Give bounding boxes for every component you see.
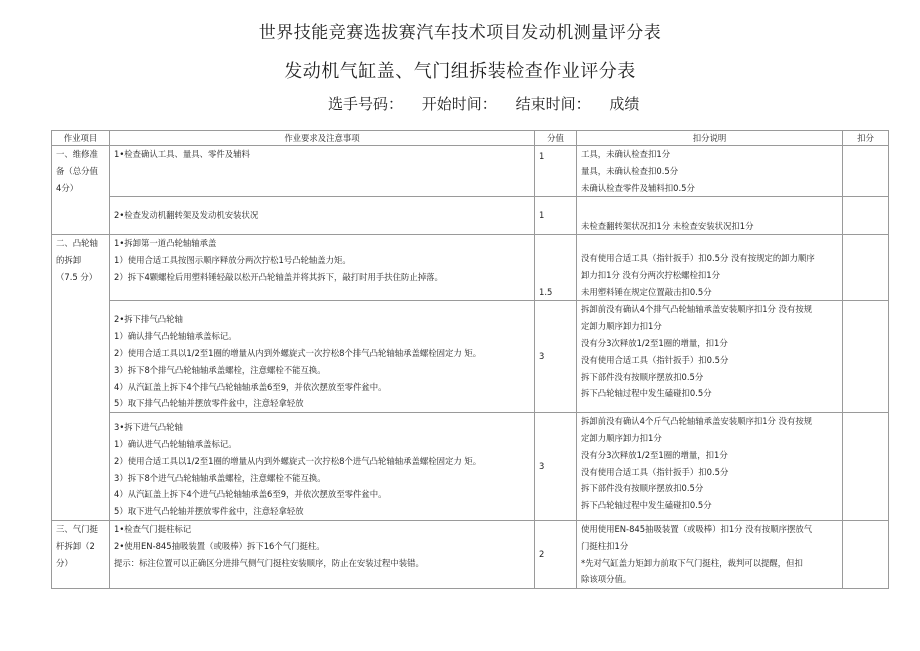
requirement-line: 1）使用合适工具按图示顺序释放分两次拧松1号凸轮轴盖力矩。 — [114, 255, 351, 266]
col-header-item: 作业项目 — [52, 131, 110, 146]
deduction-line: 量具，未确认检查扣0.5分 — [581, 165, 679, 176]
requirement-cell — [110, 235, 535, 301]
requirement-line: 1•拆卸第一道凸轮轴轴承盖 — [114, 238, 217, 249]
col-header-requirements: 作业要求及注意事项 — [110, 131, 535, 146]
deduction-line: 定卸力顺序卸力扣1分 — [581, 432, 662, 443]
deduction-line: 拆卸前没有确认4个排气凸轮轴轴承盖安装顺序扣1分 没有按规 — [581, 304, 813, 315]
category-line: 一、维修准 — [56, 149, 98, 159]
requirement-line: 3•拆下进气凸轮轴 — [114, 422, 183, 433]
table-row — [52, 146, 889, 197]
score-cell: 1.5 — [535, 235, 577, 301]
start-time-label: 开始时间： — [421, 95, 497, 113]
deduction-notes-cell — [577, 197, 843, 235]
deduction-line: 拆下凸轮轴过程中发生磕碰扣0.5分 — [581, 388, 712, 399]
requirement-line: 5）取下进气凸轮轴并摆放零件盆中，注意轻拿轻放 — [114, 506, 304, 517]
deduction-line: 拆卸前没有确认4个斤气凸轮轴轴承盖安装顺序扣1分 没有按规 — [581, 416, 813, 427]
result-label: 成绩 — [609, 95, 640, 113]
requirement-line: 3）拆下8个排气凸轮轴轴承盖螺栓，注意螺栓不能互换。 — [114, 364, 326, 375]
requirement-line: 5）取下排气凸轮轴并摆放零件盆中，注意轻拿轻放 — [114, 398, 304, 409]
category-line: 备（总分值 — [56, 166, 98, 176]
deduction-entry-cell[interactable] — [843, 146, 889, 197]
deduction-line: 未用塑料锤在规定位置敲击扣0.5分 — [581, 286, 712, 297]
deduction-line: 没有使用合适工具（指针扳手）扣0.5分 — [581, 354, 729, 365]
deduction-line: 使用使用EN-845抽吸装置（或吸棒）扣1分 没有按顺序摆放气 — [581, 523, 813, 534]
deduction-line: 没有分3次释放1/2至1圈的增量，扣1分 — [581, 337, 728, 348]
requirement-line: 2）使用合适工具以1/2至1圈的增量从内到外螺旋式一次拧松8个排气凸轮轴轴承盖螺栓固定力 矩。 — [114, 347, 482, 358]
category-cell — [52, 235, 110, 521]
deduction-line: 拆下部件没有按顺序摆放扣0.5分 — [581, 371, 704, 382]
requirement-line: 1）确认进气凸轮轴轴承盖标记。 — [114, 438, 237, 449]
deduction-entry-cell[interactable] — [843, 520, 889, 588]
deduction-notes-cell — [577, 235, 843, 301]
col-header-score: 分值 — [535, 131, 577, 146]
deduction-notes-cell — [577, 520, 843, 588]
category-line: 4分） — [56, 183, 79, 193]
candidate-info-line — [328, 93, 653, 114]
category-line: 分） — [56, 557, 73, 568]
table-row — [52, 520, 889, 588]
requirement-cell — [110, 413, 535, 521]
requirement-line: 1）确认排气凸轮轴轴承盖标记。 — [114, 331, 237, 342]
category-line: （7.5 分） — [56, 272, 98, 283]
table-row — [52, 235, 889, 301]
deduction-line: 没有使用合适工具（指针扳手）扣0.5分 没有按规定的卸力顺序 — [581, 253, 815, 263]
deduction-line: 拆下部件没有按顺序摆放扣0.5分 — [581, 483, 704, 494]
requirement-line: 3）拆下8个进气凸轮轴轴承盖螺栓，注意螺栓不能互换。 — [114, 472, 326, 483]
scoring-table — [51, 130, 889, 589]
requirement-line: 4）从汽缸盖上拆下4个进气凸轮轴轴承盖6至9，并依次摆放至零件盆中。 — [114, 489, 387, 500]
deduction-line: 没有使用合适工具（指针扳手）扣0.5分 — [581, 466, 729, 477]
requirement-cell — [110, 146, 535, 197]
category-line: 杆拆卸（2 — [56, 540, 95, 551]
requirement-cell — [110, 301, 535, 413]
deduction-line: 除该项分值。 — [581, 574, 632, 585]
requirement-line: 2•使用EN-845抽吸装置（或吸棒）拆下16个气门挺柱。 — [114, 540, 325, 551]
category-line: 二、凸轮轴 — [56, 238, 98, 249]
requirement-line: 1•检查气门挺柱标记 — [114, 523, 192, 534]
category-line: 的拆卸 — [56, 255, 82, 266]
deduction-line: *先对气缸盖力矩卸力前取下气门挺柱，裁判可以提醒，但扣 — [581, 557, 803, 568]
sheet-title: 世界技能竞赛选拔赛汽车技术项目发动机测量评分表 — [258, 23, 662, 43]
requirement-cell — [110, 197, 535, 235]
deduction-line: 定卸力顺序卸力扣1分 — [581, 321, 662, 332]
category-line: 三、气门挺 — [56, 523, 98, 534]
category-cell — [52, 146, 110, 235]
requirement-line: 2•检查发动机翻转架及发动机安装状况 — [114, 210, 259, 221]
requirement-cell — [110, 520, 535, 588]
score-cell: 3 — [535, 413, 577, 521]
col-header-deduction: 扣分 — [843, 131, 889, 146]
requirement-line: 2•拆下排气凸轮轴 — [114, 314, 183, 325]
score-cell: 1 — [535, 197, 577, 235]
requirement-line: 2）拆下4颗螺栓后用塑料锤轻敲以松开凸轮轴盖并将其拆下，敲打时用手扶住防止掉落。 — [114, 271, 443, 282]
end-time-label: 结束时间： — [515, 95, 591, 113]
deduction-entry-cell[interactable] — [843, 197, 889, 235]
deduction-line: 工具，未确认检查扣1分 — [581, 149, 671, 159]
score-cell: 2 — [535, 520, 577, 588]
requirement-line: 4）从汽缸盖上拆下4个排气凸轮轴轴承盖6至9，并依次摆放至零件盆中。 — [114, 381, 387, 392]
sheet-subtitle: 发动机气缸盖、气门组拆装检查作业评分表 — [284, 61, 636, 82]
deduction-line: 卸力扣1分 没有分两次拧松螺栓扣1分 — [581, 269, 720, 280]
deduction-notes-cell — [577, 413, 843, 521]
table-row — [52, 197, 889, 235]
deduction-line: 未检查翻转架状况扣1分 未检查安装状况扣1分 — [581, 220, 754, 231]
requirement-line: 1•检查确认工具、量具、零件及辅料 — [114, 149, 250, 159]
deduction-entry-cell[interactable] — [843, 301, 889, 413]
requirement-line: 2）使用合适工具以1/2至1圈的增量从内到外螺旋式一次拧松8个进气凸轮轴轴承盖螺栓固定力 矩。 — [114, 455, 482, 466]
deduction-line: 拆下凸轮轴过程中发生磕碰扣0.5分 — [581, 500, 712, 511]
deduction-line: 没有分3次释放1/2至1圈的增量，扣1分 — [581, 449, 728, 460]
deduction-notes-cell — [577, 301, 843, 413]
table-header-row — [52, 131, 889, 146]
table-row — [52, 413, 889, 521]
deduction-notes-cell — [577, 146, 843, 197]
requirement-line: 提示：标注位置可以正确区分进排气侧气门挺柱安装顺序，防止在安装过程中装错。 — [114, 557, 424, 568]
deduction-line: 未确认检查零件及辅料扣0.5分 — [581, 182, 695, 193]
col-header-deduction-notes: 扣分说明 — [577, 131, 843, 146]
candidate-number-label: 选手号码： — [328, 95, 404, 113]
table-row — [52, 301, 889, 413]
deduction-line: 门挺柱扣1分 — [581, 540, 629, 551]
score-cell: 3 — [535, 301, 577, 413]
deduction-entry-cell[interactable] — [843, 413, 889, 521]
category-cell — [52, 520, 110, 588]
score-cell: 1 — [535, 146, 577, 197]
deduction-entry-cell[interactable] — [843, 235, 889, 301]
